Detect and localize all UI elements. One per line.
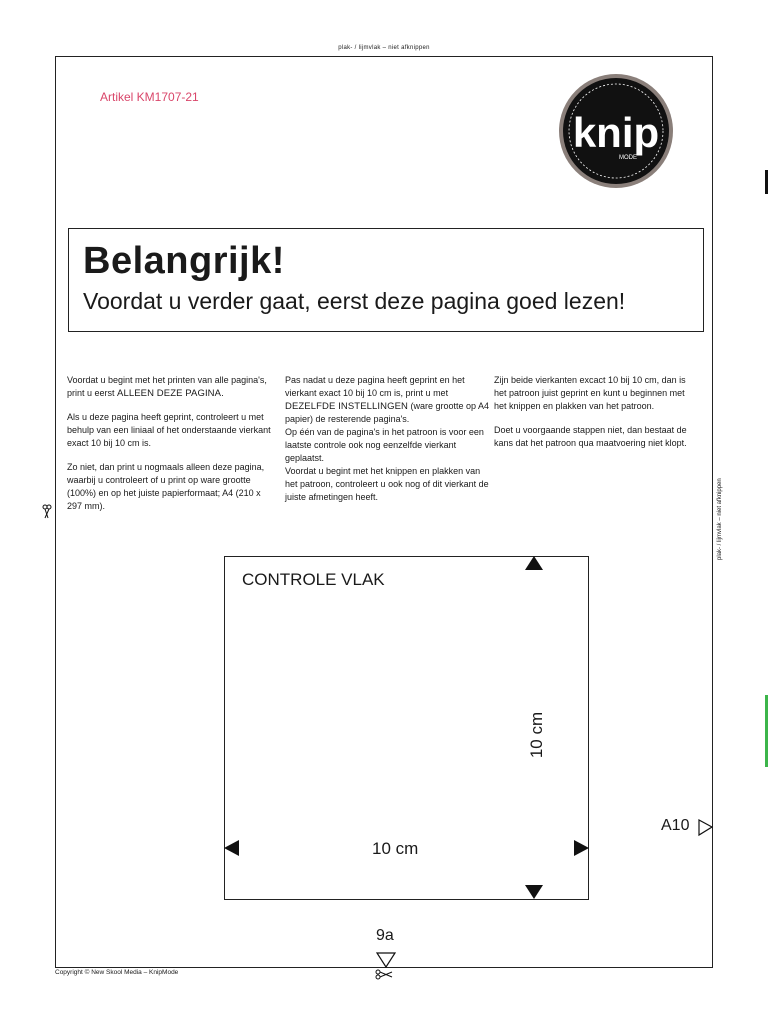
col1-p1-text: Voordat u begint met het printen van alle pagina's, print u eerst: [67, 375, 267, 398]
col2-p3: Voordat u begint met het knippen en plakken van het patroon, controleert u ook nog of dit vierkant de juiste afmetingen heeft.: [285, 466, 489, 502]
marker-label-bottom: 9a: [376, 927, 394, 944]
col1-p3: Zo niet, dan print u nogmaals alleen deze pagina, waarbij u controleert of u print op ware grootte (100%) en op het juiste papierformaat; A4 (210 x 297 mm).: [67, 462, 265, 511]
arrow-right-icon: [574, 840, 589, 856]
notice-title: Belangrijk!: [83, 240, 285, 282]
side-print-note: plak- / lijmvlak – niet afknippen: [717, 478, 723, 560]
col2-p1-emphasis: DEZELFDE INSTELLINGEN: [285, 401, 408, 412]
col3-p2: Doet u voorgaande stappen niet, dan bestaat de kans dat het patroon qua maatvoering niet klopt.: [494, 425, 687, 448]
control-square-title: CONTROLE VLAK: [242, 570, 385, 589]
logo-word: knip: [572, 109, 660, 156]
copyright: Copyright © New Skool Media – KnipMode: [55, 969, 179, 976]
print-note-top: plak- / lijmvlak – niet afknippen: [338, 45, 430, 51]
logo-sub: MODE: [619, 155, 637, 161]
col1-p1-emphasis: ALLEEN DEZE PAGINA.: [117, 388, 224, 399]
width-measurement: 10 cm: [372, 839, 419, 858]
marker-triangle-down-icon: [377, 953, 395, 967]
col1-p2: Als u deze pagina heeft geprint, controleert u met behulp van een liniaal of het onderstaande vierkant exact 10 bij 10 cm is.: [67, 412, 271, 448]
scissors-bottom-icon: [376, 970, 392, 979]
marker-triangle-right-icon: [699, 820, 712, 835]
height-measurement: 10 cm: [527, 711, 546, 759]
col3-p1: Zijn beide vierkanten excact 10 bij 10 cm, dan is het patroon juist geprint en kunt u beginnen met het knippen en plakken van het patroon.: [494, 375, 686, 411]
marker-label-right: A10: [661, 817, 690, 834]
article-number: Artikel KM1707-21: [100, 90, 199, 104]
col2-p1-rest: (ware grootte op A4 papier) de resterende pagina's.: [285, 401, 490, 424]
scissors-left-icon: [43, 505, 51, 518]
arrow-up-icon: [525, 556, 543, 570]
col2-p2: Op één van de pagina's in het patroon is voor een laatste controle ook nog eenzelfde vierkant geplaatst.: [285, 427, 484, 463]
arrow-down-icon: [525, 885, 543, 899]
notice-subtitle: Voordat u verder gaat, eerst deze pagina goed lezen!: [83, 288, 626, 314]
arrow-left-icon: [224, 840, 239, 856]
col2-p1-text: Pas nadat u deze pagina heeft geprint en het vierkant exact 10 bij 10 cm is, print u met: [285, 375, 465, 398]
